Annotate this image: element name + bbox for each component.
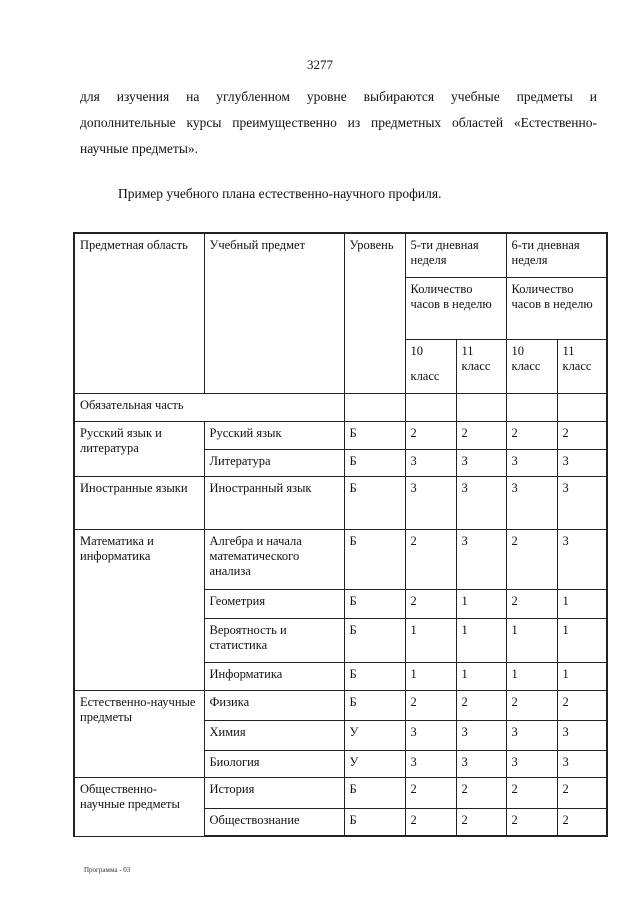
subject-cell: Обществознание: [204, 808, 344, 836]
hours-cell: 2: [557, 808, 607, 836]
hours-cell: 2: [405, 808, 456, 836]
level-cell: Б: [344, 529, 405, 589]
subject-cell: Биология: [204, 750, 344, 777]
hours-cell: 3: [557, 529, 607, 589]
hours-cell: 3: [557, 720, 607, 750]
subject-cell: Информатика: [204, 662, 344, 690]
header-grade-11: 11 класс: [456, 339, 506, 393]
hours-cell: 1: [456, 662, 506, 690]
table-row: [74, 777, 607, 808]
hours-cell: 2: [506, 589, 557, 618]
level-cell: У: [344, 750, 405, 777]
paragraph-line: для изучения на углубленном уровне выбираются учебные предметы и: [80, 89, 597, 104]
hours-cell: 3: [557, 476, 607, 529]
level-cell: Б: [344, 476, 405, 529]
hours-cell: 3: [456, 750, 506, 777]
section-title: Обязательная часть: [74, 393, 344, 421]
hours-cell: 3: [557, 750, 607, 777]
header-level: Уровень: [344, 233, 405, 393]
area-cell: Общественно-научные предметы: [74, 777, 204, 836]
level-cell: Б: [344, 777, 405, 808]
hours-cell: 2: [405, 589, 456, 618]
hours-cell: 3: [456, 449, 506, 476]
hours-cell: 2: [405, 529, 456, 589]
grade-word: класс: [410, 368, 440, 383]
hours-cell: 2: [456, 690, 506, 720]
header-week5: 5-ти дневная неделя: [405, 233, 506, 277]
level-cell: Б: [344, 449, 405, 476]
level-cell: Б: [344, 421, 405, 449]
subject-cell: История: [204, 777, 344, 808]
hours-cell: 3: [405, 750, 456, 777]
hours-cell: 2: [456, 808, 506, 836]
area-cell: Математика и информатика: [74, 529, 204, 690]
hours-cell: 2: [557, 421, 607, 449]
curriculum-table: [73, 232, 608, 837]
table-row: [74, 690, 607, 720]
intro-paragraph: [80, 84, 597, 162]
hours-cell: 1: [506, 662, 557, 690]
hours-cell: 2: [506, 808, 557, 836]
subject-cell: Геометрия: [204, 589, 344, 618]
level-cell: У: [344, 720, 405, 750]
hours-cell: 2: [405, 421, 456, 449]
header-area: Предметная область: [74, 233, 204, 393]
header-grade-10: 10 класс: [506, 339, 557, 393]
level-cell: Б: [344, 808, 405, 836]
header-row: [74, 233, 607, 277]
hours-cell: 2: [506, 529, 557, 589]
table-row: [74, 529, 607, 589]
hours-cell: 1: [456, 618, 506, 662]
hours-cell: 2: [506, 421, 557, 449]
subject-cell: Физика: [204, 690, 344, 720]
hours-cell: 3: [456, 529, 506, 589]
paragraph-line: дополнительные курсы преимущественно из предметных областей «Естественно-: [80, 115, 597, 130]
header-grade-11: 11 класс: [557, 339, 607, 393]
header-hours-5: Количество часов в неделю: [405, 277, 506, 339]
table-row: [74, 476, 607, 529]
subject-cell: Алгебра и начала математического анализа: [204, 529, 344, 589]
hours-cell: 3: [405, 720, 456, 750]
header-week6: 6-ти дневная неделя: [506, 233, 607, 277]
subject-cell: Иностранный язык: [204, 476, 344, 529]
table-caption: Пример учебного плана естественно-научного профиля.: [118, 186, 442, 201]
hours-cell: 1: [506, 618, 557, 662]
hours-cell: 2: [557, 690, 607, 720]
table-row: [74, 421, 607, 449]
hours-cell: 2: [405, 690, 456, 720]
area-cell: Естественно-научные предметы: [74, 690, 204, 777]
hours-cell: 1: [456, 589, 506, 618]
hours-cell: 2: [557, 777, 607, 808]
area-cell: Иностранные языки: [74, 476, 204, 529]
hours-cell: 3: [456, 476, 506, 529]
hours-cell: 3: [506, 720, 557, 750]
area-cell: Русский язык и литература: [74, 421, 204, 476]
hours-cell: 1: [557, 589, 607, 618]
subject-cell: Русский язык: [204, 421, 344, 449]
hours-cell: 2: [506, 777, 557, 808]
footer-text: Программа - 03: [84, 866, 131, 874]
hours-cell: 1: [557, 618, 607, 662]
grade-number: 10: [410, 343, 423, 358]
hours-cell: 3: [456, 720, 506, 750]
level-cell: Б: [344, 589, 405, 618]
hours-cell: 1: [557, 662, 607, 690]
hours-cell: 2: [506, 690, 557, 720]
hours-cell: 2: [456, 421, 506, 449]
hours-cell: 1: [405, 618, 456, 662]
header-subject: Учебный предмет: [204, 233, 344, 393]
subject-cell: Химия: [204, 720, 344, 750]
hours-cell: 2: [456, 777, 506, 808]
hours-cell: 3: [506, 449, 557, 476]
hours-cell: 3: [557, 449, 607, 476]
subject-cell: Вероятность и статистика: [204, 618, 344, 662]
hours-cell: 3: [506, 476, 557, 529]
header-hours-6: Количество часов в неделю: [506, 277, 607, 339]
section-row: [74, 393, 607, 421]
hours-cell: 1: [405, 662, 456, 690]
subject-cell: Литература: [204, 449, 344, 476]
hours-cell: 3: [506, 750, 557, 777]
hours-cell: 3: [405, 449, 456, 476]
paragraph-line: научные предметы».: [80, 141, 199, 156]
header-grade-10: [405, 339, 456, 393]
level-cell: Б: [344, 618, 405, 662]
page-number: 3277: [307, 57, 333, 72]
level-cell: Б: [344, 690, 405, 720]
hours-cell: 2: [405, 777, 456, 808]
level-cell: Б: [344, 662, 405, 690]
hours-cell: 3: [405, 476, 456, 529]
